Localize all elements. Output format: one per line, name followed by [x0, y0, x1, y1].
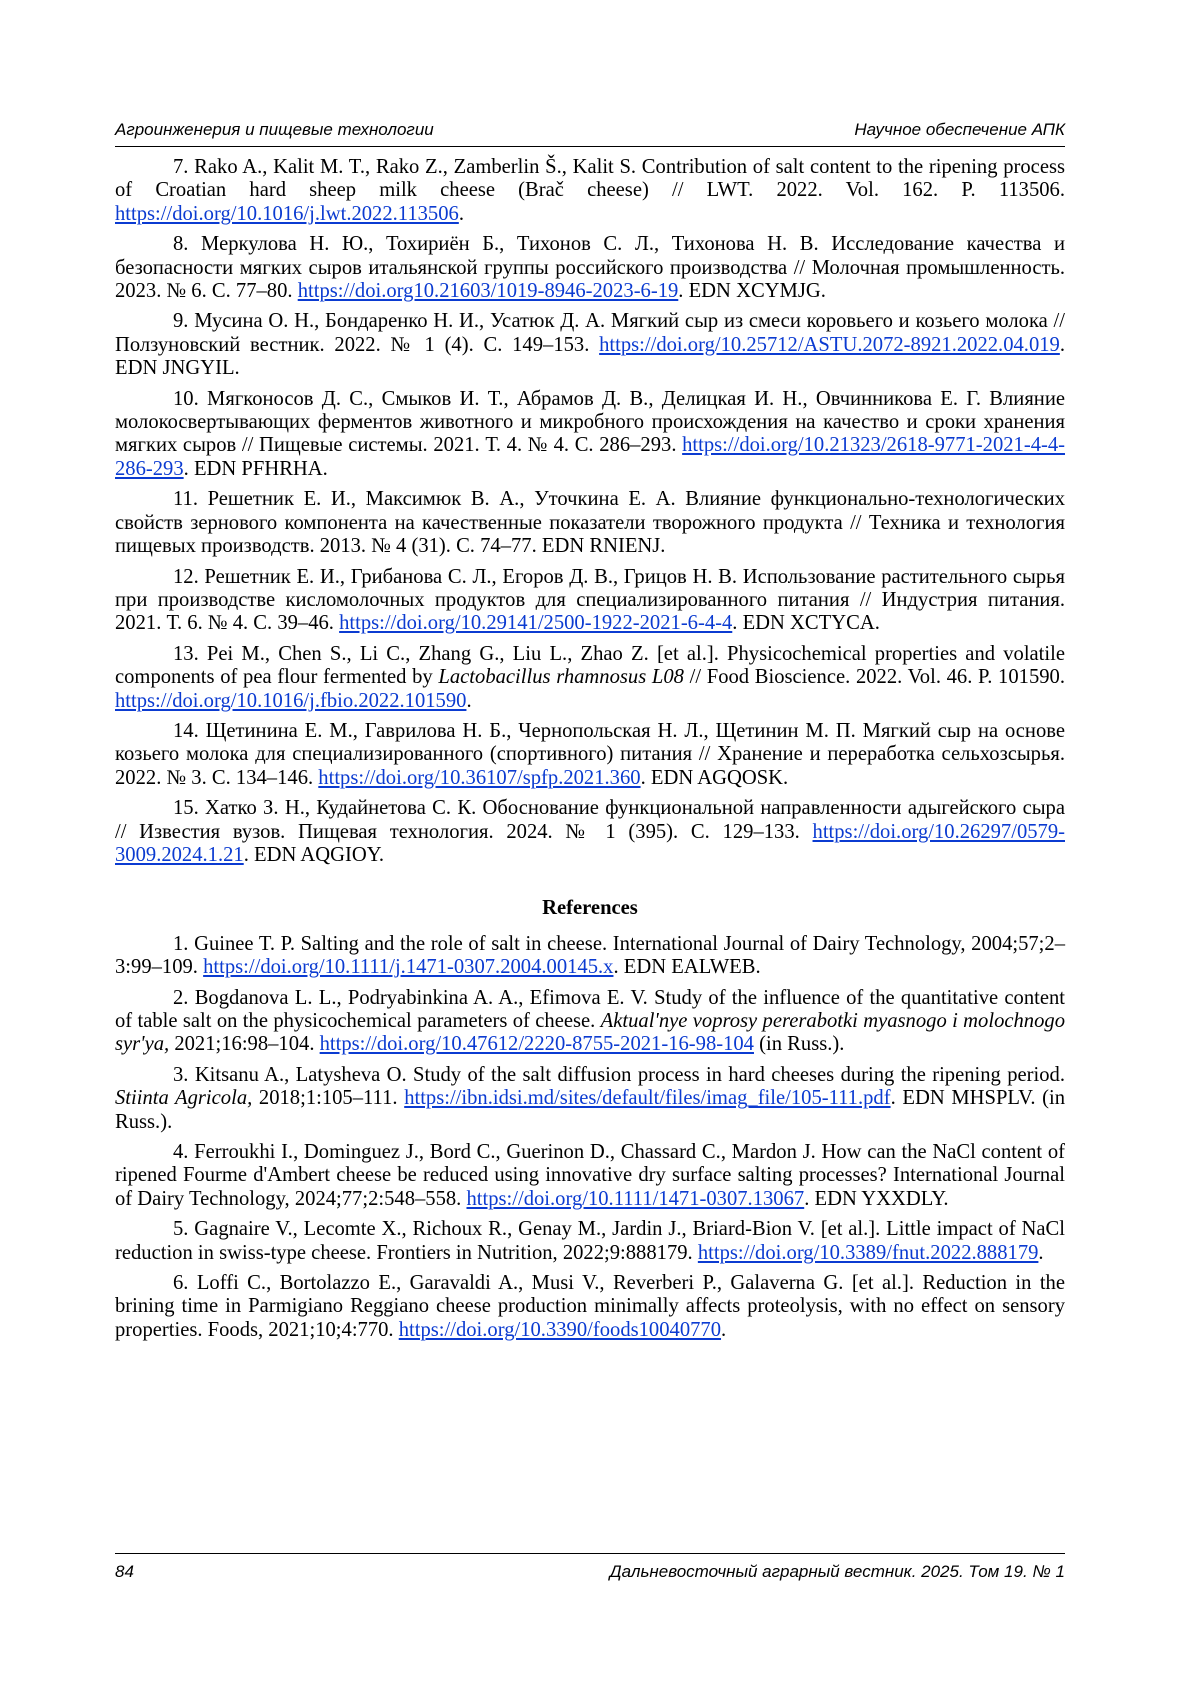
- reference-text: 6. Loffi C., Bortolazzo E., Garavaldi A., Musi V., Reverberi P., Galaverna G. [et al.]. Reduction in the brining time in Parmigiano Reggiano cheese production minimally affects proteolysis, with no effect on sensory properties. Foods, 2021;10;4:770.: [115, 1272, 1065, 1341]
- reference-doi-link[interactable]: https://doi.org/10.25712/ASTU.2072-8921.2022.04.019: [599, 333, 1060, 356]
- reference-suffix: .: [721, 1318, 727, 1341]
- russian-reference-item: [115, 643, 1065, 713]
- reference-suffix: .: [458, 202, 464, 225]
- reference-text: 12. Решетник Е. И., Грибанова С. Л., Егоров Д. В., Грицов Н. В. Использование растительного сырья при производстве кисломолочных продуктов для специализированного питания // Индустрия питания. 2021. Т. 6. № 4. С. 39–46.: [115, 565, 1065, 635]
- reference-doi-link[interactable]: https://doi.org/10.21323/2618-9771-2021-4-4-286-293: [115, 434, 1065, 480]
- reference-suffix: . EDN MHSPLV. (in Russ.).: [115, 1087, 1065, 1133]
- english-reference-item: [115, 1218, 1065, 1265]
- reference-doi-link[interactable]: https://doi.org/10.3390/foods10040770: [398, 1318, 722, 1341]
- russian-reference-item: [115, 566, 1065, 636]
- russian-reference-item: [115, 488, 1065, 558]
- reference-text: 11. Решетник Е. И., Максимюк В. А., Уточкина Е. А. Влияние функционально-технологических свойств зернового компонента на качественные показатели творожного продукта // Техника и технология пищевых производств. 2013. № 4 (31). С. 74–77. EDN RNIENJ.: [115, 488, 1065, 558]
- header-journal-section: Научное обеспечение АПК: [854, 120, 1065, 139]
- footer-journal-title: Дальневосточный аграрный вестник. 2025. Том 19. № 1: [609, 1562, 1065, 1581]
- running-header: [115, 120, 1065, 147]
- reference-doi-link[interactable]: https://ibn.idsi.md/sites/default/files/imag_file/105-111.pdf: [404, 1087, 891, 1110]
- russian-reference-item: [115, 156, 1065, 226]
- reference-suffix: .: [466, 689, 472, 712]
- header-section-title: Агроинженерия и пищевые технологии: [115, 120, 434, 139]
- reference-text: 9. Мусина О. Н., Бондаренко Н. И., Усатюк Д. А. Мягкий сыр из смеси коровьего и козьего молока // Ползуновский вестник. 2022. № 1 (4). С. 149–153.: [115, 310, 1065, 356]
- reference-text: 14. Щетинина Е. М., Гаврилова Н. Б., Чернопольская Н. Л., Щетинин М. П. Мягкий сыр на основе козьего молока для специализированного (спортивного) питания // Хранение и переработка сельхозсырья. 2022. № 3. С. 134–146.: [115, 719, 1065, 789]
- russian-reference-item: [115, 720, 1065, 790]
- english-reference-item: [115, 1064, 1065, 1134]
- reference-doi-link[interactable]: https://doi.org/10.1111/1471-0307.13067: [466, 1187, 805, 1210]
- reference-doi-link[interactable]: https://doi.org/10.1016/j.fbio.2022.101590: [115, 689, 467, 712]
- reference-suffix: (in Russ.).: [753, 1033, 845, 1056]
- reference-suffix: . EDN AQGIOY.: [243, 843, 385, 866]
- russian-reference-item: [115, 797, 1065, 867]
- reference-suffix: . EDN YXXDLY.: [804, 1187, 949, 1210]
- reference-doi-link[interactable]: https://doi.org/10.29141/2500-1922-2021-6-4-4: [339, 612, 733, 635]
- page: [115, 120, 1065, 1349]
- reference-text: 4. Ferroukhi I., Dominguez J., Bord C., Guerinon D., Chassard C., Mardon J. How can the NaCl content of ripened Fourme d'Ambert cheese be reduced using innovative dry surface salting processes? International Journal of Dairy Technology, 2024;77;2:548–558.: [115, 1141, 1065, 1210]
- reference-doi-link[interactable]: https://doi.org10.21603/1019-8946-2023-6-19: [297, 280, 679, 303]
- reference-text: 13. Pei M., Chen S., Li C., Zhang G., Liu L., Zhao Z. [et al.]. Physicochemical properties and volatile components of pea flour fermented by: [115, 642, 1065, 689]
- reference-text: 15. Хатко З. Н., Кудайнетова С. К. Обоснование функциональной направленности адыгейского сыра // Известия вузов. Пищевая технология. 2024. № 1 (395). С. 129–133.: [115, 797, 1065, 843]
- russian-reference-item: [115, 388, 1065, 482]
- reference-text: 10. Мягконосов Д. С., Смыков И. Т., Абрамов Д. В., Делицкая И. Н., Овчинникова Е. Г. Влияние молокосвертывающих ферментов животного и микробного происхождения на качество и сроки хранения мягких сыров // Пищевые системы. 2021. Т. 4. № 4. С. 286–293.: [115, 387, 1065, 457]
- reference-doi-link[interactable]: https://doi.org/10.3389/fnut.2022.888179: [697, 1241, 1039, 1264]
- reference-suffix: . EDN XCTYCA.: [732, 612, 880, 635]
- english-references-list: [115, 933, 1065, 1343]
- reference-text: 5. Gagnaire V., Lecomte X., Richoux R., Genay M., Jardin J., Briard-Bion V. [et al.]. Little impact of NaCl reduction in swiss-type cheese. Frontiers in Nutrition, 2022;9:888179.: [115, 1218, 1065, 1264]
- reference-text: // Food Bioscience. 2022. Vol. 46. P. 101590.: [683, 666, 1065, 689]
- reference-text: 3. Kitsanu A., Latysheva O. Study of the salt diffusion process in hard cheeses during the ripening period.: [173, 1063, 1065, 1086]
- reference-doi-link[interactable]: https://doi.org/10.36107/spfp.2021.360: [318, 766, 641, 789]
- reference-text: 2021;16:98–104.: [169, 1033, 320, 1056]
- reference-italic-title: Lactobacillus rhamnosus L08: [438, 666, 684, 689]
- reference-doi-link[interactable]: https://doi.org/10.47612/2220-8755-2021-16-98-104: [319, 1033, 754, 1056]
- reference-doi-link[interactable]: https://doi.org/10.26297/0579-3009.2024.1.21: [115, 820, 1065, 866]
- references-heading: References: [542, 897, 638, 920]
- reference-suffix: . EDN XCYMJG.: [678, 280, 826, 303]
- page-number: 84: [115, 1562, 134, 1581]
- reference-doi-link[interactable]: https://doi.org/10.1111/j.1471-0307.2004.00145.x: [203, 956, 614, 979]
- reference-italic-title: Aktual'nye voprosy pererabotki myasnogo i molochnogo syr'ya,: [115, 1010, 1065, 1056]
- russian-reference-item: [115, 233, 1065, 303]
- russian-reference-item: [115, 310, 1065, 380]
- reference-suffix: .: [1038, 1241, 1044, 1264]
- english-reference-item: [115, 1141, 1065, 1211]
- article-body: [115, 156, 1065, 1342]
- reference-text: 2. Bogdanova L. L., Podryabinkina A. A., Efimova E. V. Study of the influence of the quantitative content of table salt on the physicochemical parameters of cheese.: [115, 986, 1065, 1032]
- reference-text: 7. Rako A., Kalit M. T., Rako Z., Zamberlin Š., Kalit S. Contribution of salt content to the ripening process of Croatian hard sheep milk cheese (Brač cheese) // LWT. 2022. Vol. 162. P. 113506.: [115, 156, 1065, 202]
- reference-suffix: . EDN EALWEB.: [613, 956, 761, 979]
- reference-text: 1. Guinee T. P. Salting and the role of salt in cheese. International Journal of Dairy Technology, 2004;57;2–3:99–109.: [115, 932, 1065, 979]
- reference-doi-link[interactable]: https://doi.org/10.1016/j.lwt.2022.113506: [115, 202, 459, 225]
- reference-text: 8. Меркулова Н. Ю., Тохириён Б., Тихонов С. Л., Тихонова Н. В. Исследование качества и безопасности мягких сыров итальянской группы российского производства // Молочная промышленность. 2023. № 6. С. 77–80.: [115, 233, 1065, 303]
- reference-suffix: . EDN JNGYIL.: [115, 333, 1065, 380]
- reference-suffix: . EDN AGQOSK.: [640, 766, 789, 789]
- page-footer: [115, 1553, 1065, 1582]
- english-reference-item: [115, 987, 1065, 1057]
- reference-text: 2018;1:105–111.: [252, 1087, 405, 1110]
- english-reference-item: [115, 1272, 1065, 1342]
- reference-suffix: . EDN PFHRHA.: [183, 457, 328, 480]
- russian-references-list: [115, 156, 1065, 867]
- reference-italic-title: Stiinta Agricola,: [115, 1087, 253, 1110]
- english-reference-item: [115, 933, 1065, 980]
